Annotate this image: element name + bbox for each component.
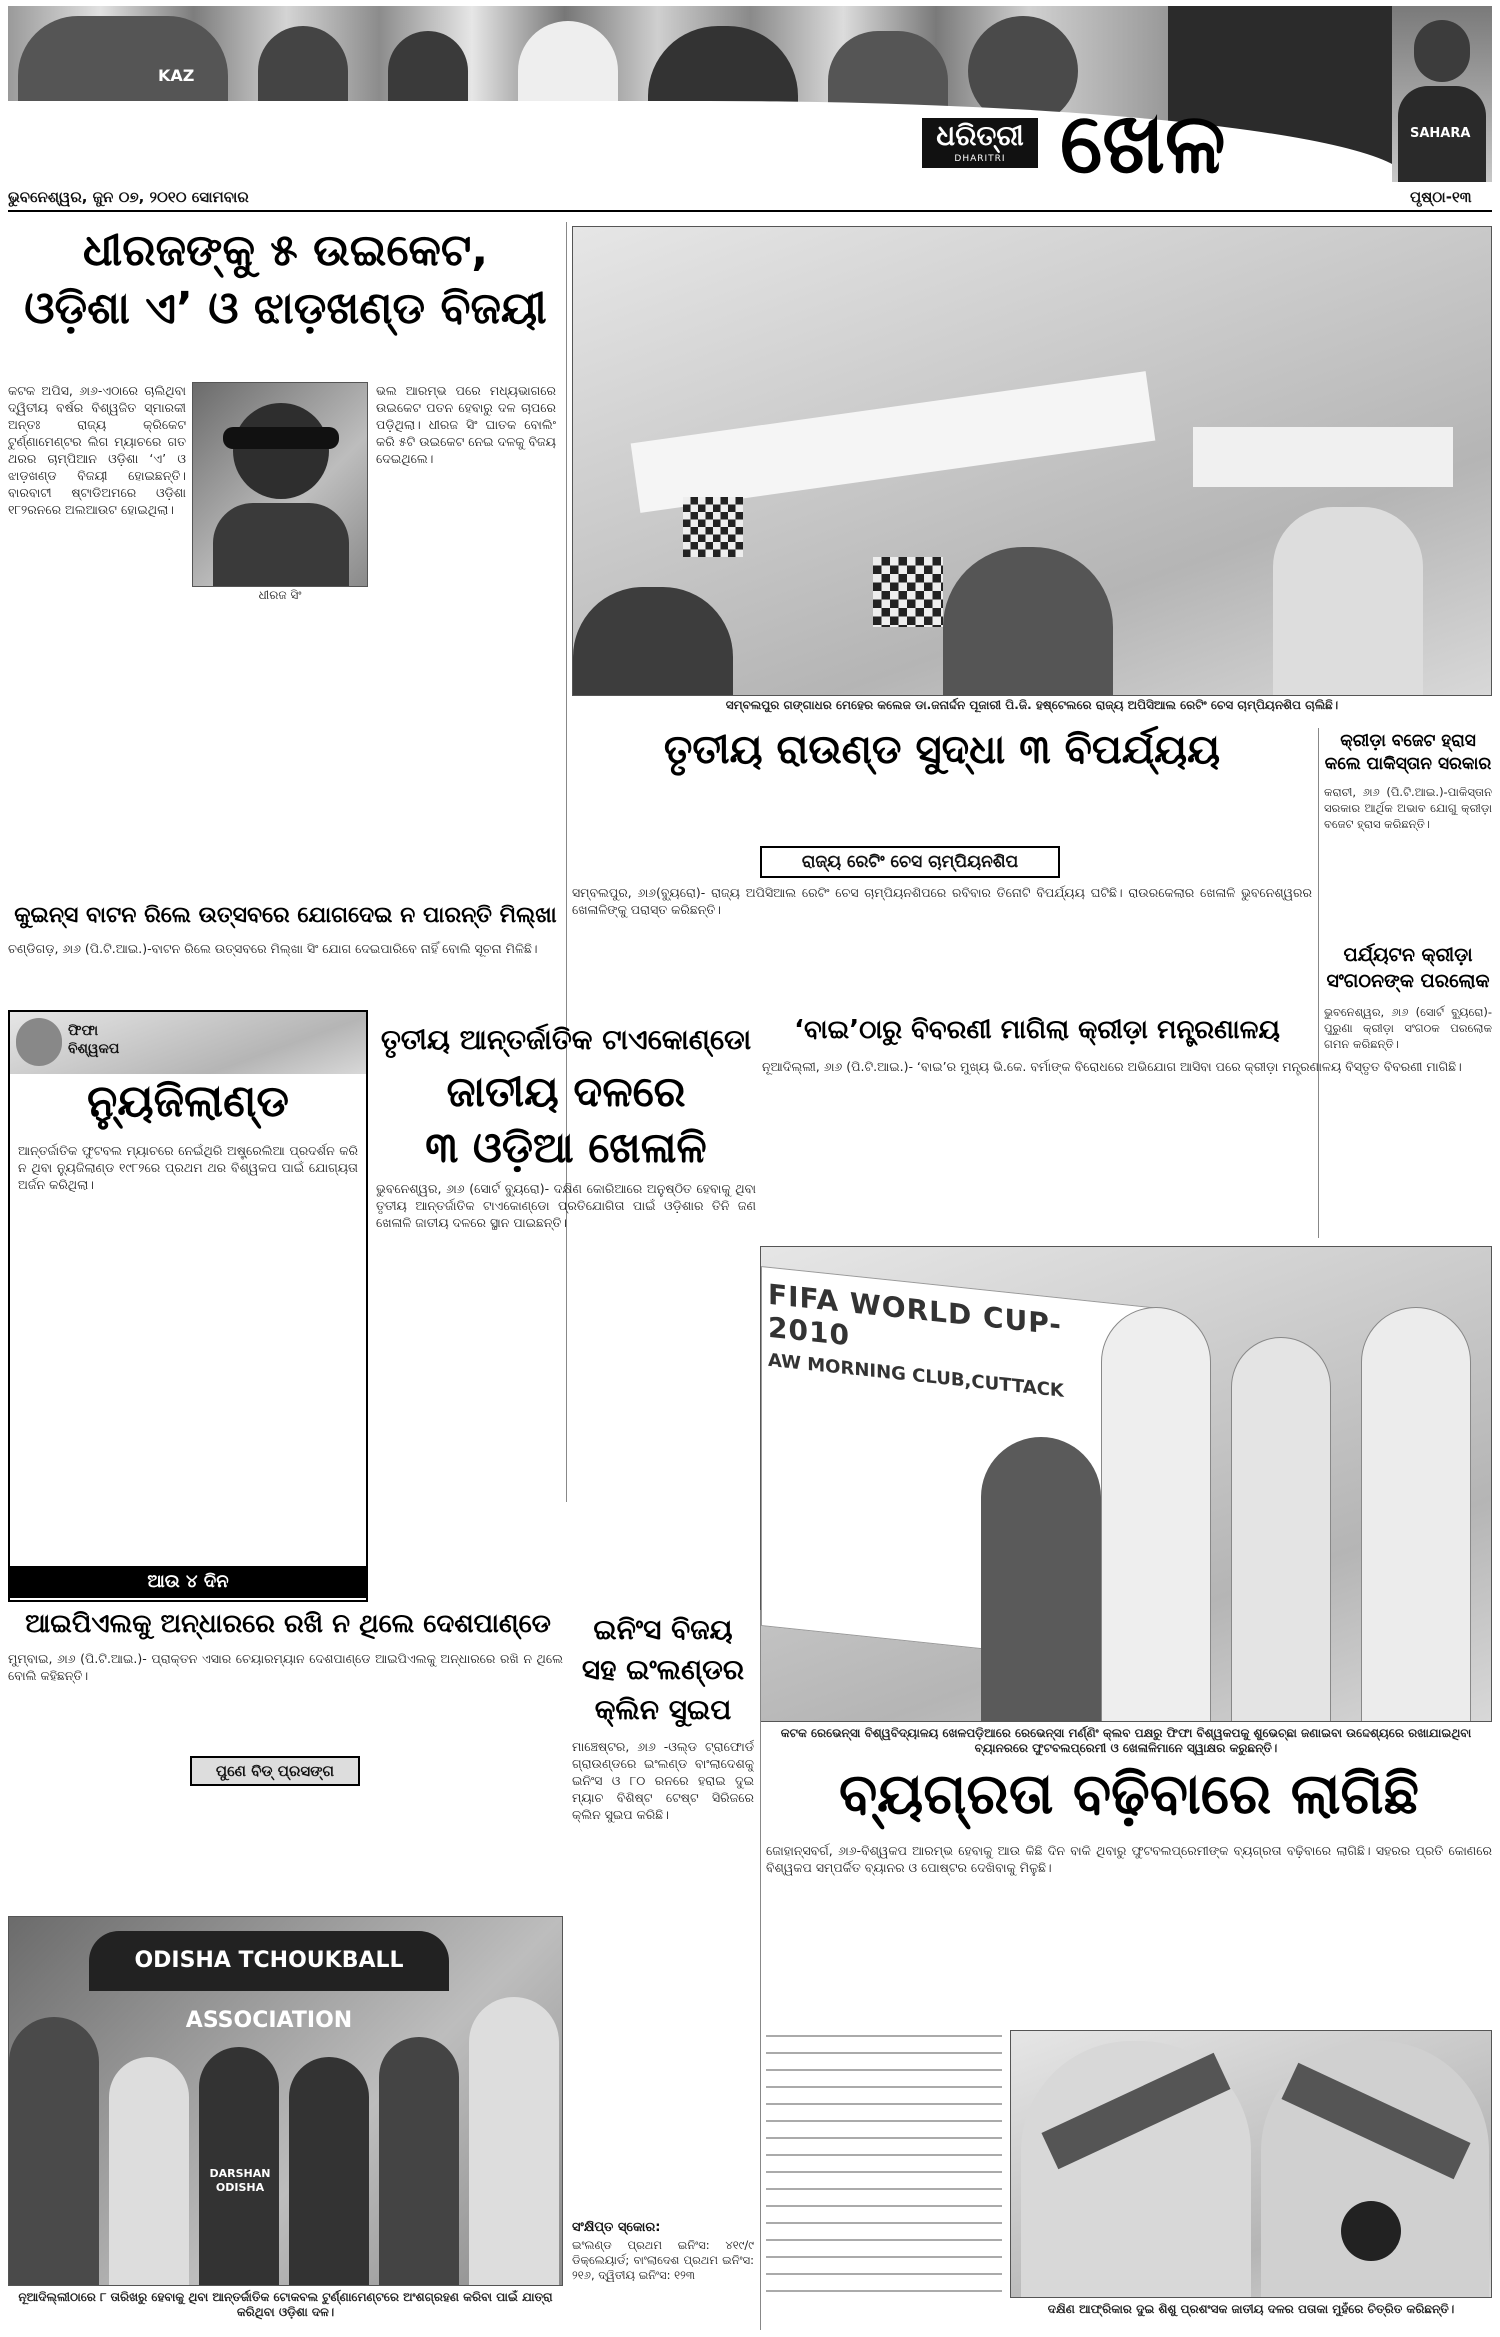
ipl-label: ପୁଣେ ବିଡ୍ ପ୍ରସଙ୍ଗ xyxy=(190,1756,360,1786)
fifa-badge-bg xyxy=(10,1012,366,1074)
tchoukball-photo xyxy=(8,1916,563,2286)
england-headline-line3: କ୍ଲିନ ସୁଇପ xyxy=(594,1693,732,1726)
lead-headline-line2: ଓଡ଼ିଶା ଏ’ ଓ ଝାଡ଼ଖଣ୍ଡ ବିଜୟୀ xyxy=(24,283,547,334)
logo-sub: DHARITRI xyxy=(954,154,1006,164)
fifa-country: ନ୍ୟୁଜିଲାଣ୍ଡ xyxy=(87,1076,289,1127)
fifa-badge: ଫିଫା ବିଶ୍ୱକପ xyxy=(68,1023,120,1057)
tourism-body: ଭୁବନେଶ୍ୱର, ୬ା୬ (ସୋର୍ଟ ବ୍ୟୁରୋ)-ପୁରୁଣା କ୍ରୀଡ଼ା ସଂଗଠକ ପରଲୋକ ଗମନ କରିଛନ୍ତି। xyxy=(1324,1005,1492,1051)
eagerness-body-left xyxy=(766,2030,1002,2298)
worldcup-caption: କଟକ ରେଭେନ୍ସା ବିଶ୍ୱବିଦ୍ୟାଳୟ ଖେଳପଡ଼ିଆରେ ରେଭେନ୍ସା ମର୍ଣ୍ଣିଂ କ୍ଲବ ପକ୍ଷରୁ ଫିଫା ବିଶ୍ୱକପକୁ ଶୁଭେଚ୍ଛା ଜଣାଇବା ଉଦ୍ଦେଶ୍ୟରେ ରଖାଯାଇଥିବା ବ୍ୟାନରରେ ଫୁଟବଲପ୍ରେମୀ ଓ ଖେଳାଳିମାନେ ସ୍ୱାକ୍ଷର କରୁଛନ୍ତି। xyxy=(780,1726,1472,1755)
taekwondo-headline-line3: ୩ ଓଡ଼ିଆ ଖେଳାଳି xyxy=(425,1123,707,1172)
eagerness-headline: ବ୍ୟଗ୍ରତା ବଢ଼ିବାରେ ଲାଗିଛି xyxy=(838,1762,1419,1827)
masthead xyxy=(8,6,1492,182)
dateline-date: ଭୁବନେଶ୍ୱର, ଜୁନ ୦୭, ୨୦୧୦ ସୋମବାର xyxy=(8,188,249,206)
cricketer-photo xyxy=(1392,6,1492,182)
strip-label: KAZ xyxy=(158,66,195,85)
ipl-headline: ଆଇପିଏଲକୁ ଅନ୍ଧାରରେ ରଖି ନ ଥିଲେ ଦେଶପାଣ୍ଡେ xyxy=(25,1609,551,1639)
chess-caption: ସମ୍ବଲପୁର ଗଙ୍ଗାଧର ମେହେର କଲେଜ ଡା.ଜନାର୍ଦ୍ଦନ ପୂଜାରୀ ପି.ଜି. ହଷ୍ଟେଲରେ ରାଜ୍ୟ ଅପିସିଆଲ ରେଟିଂ ଚେସ ଚାମ୍ପିୟନଶିପ ଚାଲିଛି। xyxy=(725,698,1339,712)
dateline-page: ପୃଷ୍ଠା-୧୩ xyxy=(1410,188,1472,206)
lead-body-col1: କଟକ ଅପିସ, ୬ା୬-ଏଠାରେ ଚାଲିଥିବା ଦ୍ୱିତୀୟ ବର୍ଷର ବିଶ୍ୱଜିତ ସ୍ମାରକୀ ଅନ୍ତଃ ରାଜ୍ୟ କ୍ରିକେଟ ଟୁର୍ଣ୍ଣାମେଣ୍ଟର ଲିଗ ମ୍ୟାଚରେ ଗତ ଥରର ଚାମ୍ପିଆନ ଓଡ଼ିଶା ‘ଏ’ ଓ ଝାଡ଼ଖଣ୍ଡ ବିଜୟୀ ହୋଇଛନ୍ତି। ବାରବାଟୀ ଷ୍ଟାଡିଅମରେ ଓଡ଼ିଶା ୧୮୨ରନରେ ଅଲଆଉଟ ହୋଇଥିଲା। xyxy=(8,383,186,517)
fifa-logo-icon xyxy=(16,1018,62,1066)
worldcup-banner-line2: AW MORNING CLUB,CUTTACK xyxy=(768,1349,1064,1402)
tchoukball-jersey: DARSHAN ODISHA xyxy=(209,2167,271,2194)
pakistan-body: କରାଚୀ, ୬ା୬ (ପି.ଟି.ଆଇ.)-ପାକିସ୍ତାନ ସରକାର ଆର୍ଥିକ ଅଭାବ ଯୋଗୁ କ୍ରୀଡ଼ା ବଜେଟ ହ୍ରାସ କରିଛନ୍ତି। xyxy=(1324,785,1492,831)
england-headline-line2: ସହ ଇଂଲଣ୍ଡର xyxy=(581,1653,745,1686)
dateline-rule xyxy=(8,210,1492,212)
dhiraj-photo xyxy=(192,382,368,587)
fifa-body: ଆନ୍ତର୍ଜାତିକ ଫୁଟବଲ ମ୍ୟାଚରେ ନେଇଁଥିରି ଅଷ୍ଟ୍ରେଲିଆ ପ୍ରଦର୍ଶନ କରି ନ ଥିବା ନ୍ୟୁଜିଲାଣ୍ଡ ୧୯୮୨ରେ ପ୍ରଥମ ଥର ବିଶ୍ୱକପ ପାଇଁ ଯୋଗ୍ୟତା ଅର୍ଜନ କରିଥିଲା। xyxy=(18,1143,358,1192)
chess-photo xyxy=(572,226,1492,696)
taekwondo-headline-line2: ଜାତୀୟ ଦଳରେ xyxy=(446,1067,686,1116)
england-score: ଇଂଲଣ୍ଡ ପ୍ରଥମ ଇନିଂସ: ୪୧୯/୯ ଡିକ୍ଲେୟାର୍ଡ; ବାଂଲାଦେଶ ପ୍ରଥମ ଇନିଂସ: ୨୧୬, ଦ୍ୱିତୀୟ ଇନିଂସ: ୧୨୩ xyxy=(572,2238,754,2282)
worldcup-banner-line1: FIFA WORLD CUP- 2010 xyxy=(768,1277,1062,1353)
bai-body: ନୂଆଦିଲ୍ଲୀ, ୬ା୬ (ପି.ଟି.ଆଇ.)- ‘ବାଇ’ର ମୁଖ୍ୟ ଭି.କେ. ବର୍ମାଙ୍କ ବିରୋଧରେ ଅଭିଯୋଗ ଆସିବା ପରେ କ୍ରୀଡ଼ା ମନ୍ତ୍ରଣାଳୟ ବିସ୍ତୃତ ବିବରଣୀ ମାଗିଛି। xyxy=(762,1059,1462,1074)
quinns-body: ଚଣ୍ଡିଗଡ଼, ୬ା୬ (ପି.ଟି.ଆଇ.)-ବାଟନ ରିଲେ ଉତ୍ସବରେ ମିଲ୍ଖା ସିଂ ଯୋଗ ଦେଇପାରିବେ ନାହିଁ ବୋଲି ସୂଚନା ମିଳିଛି। xyxy=(8,941,538,956)
logo-text: ଧରିତ୍ରୀ xyxy=(936,119,1024,152)
pakistan-headline xyxy=(1324,730,1492,776)
england-body: ମାଞ୍ଚେଷ୍ଟର, ୬ା୬ -ଓଲ୍ଡ ଟ୍ରାଫୋର୍ଡ ଗ୍ରାଉଣ୍ଡରେ ଇଂଲଣ୍ଡ ବାଂଲାଦେଶକୁ ଇନିଂସ ଓ ୮୦ ରନରେ ହରାଇ ଦୁଇ ମ୍ୟାଚ ବିଶିଷ୍ଟ ଟେଷ୍ଟ ସିରିଜରେ କ୍ଲିନ ସୁଇପ କରିଛି। xyxy=(572,1739,754,1822)
pakistan-headline-line2: କଲେ ପାକିସ୍ତାନ ସରକାର xyxy=(1324,754,1492,774)
fifa-countdown: ଆଉ ୪ ଦିନ xyxy=(10,1566,366,1598)
fifa-box xyxy=(8,1010,368,1602)
tourism-headline-line1: ପର୍ଯ୍ୟଟନ କ୍ରୀଡ଼ା xyxy=(1343,944,1473,966)
dhiraj-caption: ଧୀରଜ ସିଂ xyxy=(258,588,302,602)
lead-body-col2: ଭଲ ଆରମ୍ଭ ପରେ ମଧ୍ୟଭାଗରେ ଉଇକେଟ ପତନ ହେବାରୁ ଦଳ ଚାପରେ ପଡ଼ିଥିଲା। ଧୀରଜ ସିଂ ଘାତକ ବୋଲିଂ କରି ୫ଟି ଉଇକେଟ ନେଇ ଦଳକୁ ବିଜୟ ଦେଇଥିଲେ। xyxy=(376,383,556,466)
tchoukball-caption: ନୂଆଦିଲ୍ଲୀଠାରେ ୮ ତାରିଖରୁ ହେବାକୁ ଥିବା ଆନ୍ତର୍ଜାତିକ ଟୋକବଲ ଟୁର୍ଣ୍ଣାମେଣ୍ଟରେ ଅଂଶଗ୍ରହଣ କରିବା ପାଇଁ ଯାତ୍ରା କରିଥିବା ଓଡ଼ିଶା ଦଳ। xyxy=(18,2290,553,2319)
jersey-text: SAHARA xyxy=(1410,126,1471,141)
chess-body: ସମ୍ବଲପୁର, ୬ା୬(ବ୍ୟୁରୋ)- ରାଜ୍ୟ ଅପିସିଆଲ ରେଟିଂ ଚେସ ଚାମ୍ପିୟନଶିପରେ ରବିବାର ତିନୋଟି ବିପର୍ଯ୍ୟୟ ଘଟିଛି। ରାଉରକେଲାର ଖେଳାଳି ଭୁବନେଶ୍ୱରର ଖେଳାଳିଙ୍କୁ ପରାସ୍ତ କରିଛନ୍ତି। xyxy=(572,885,1312,917)
taekwondo-headline-line1: ତୃତୀୟ ଆନ୍ତର୍ଜାତିକ ଟାଏକୋଣ୍ଡୋ xyxy=(380,1023,752,1056)
england-headline xyxy=(572,1610,754,1730)
bai-headline: ‘ବାଇ’ଠାରୁ ବିବରଣୀ ମାଗିଲା କ୍ରୀଡ଼ା ମନ୍ତ୍ରଣାଳୟ xyxy=(794,1015,1280,1045)
tourism-headline xyxy=(1324,942,1492,994)
tchoukball-banner: ODISHA TCHOUKBALL ASSOCIATION xyxy=(89,1931,449,1991)
england-score-label: ସଂକ୍ଷିପ୍ତ ସ୍କୋର: xyxy=(572,2220,661,2235)
ipl-body: ମୁମ୍ବାଇ, ୬ା୬ (ପି.ଟି.ଆଇ.)- ପ୍ରାକ୍ତନ ଏସାର ଚେୟାରମ୍ୟାନ ଦେଶପାଣ୍ଡେ ଆଇପିଏଲକୁ ଅନ୍ଧାରରେ ରଖି ନ ଥିଲେ ବୋଲି କହିଛନ୍ତି। xyxy=(8,1651,563,1683)
england-headline-line1: ଇନିଂସ ବିଜୟ xyxy=(593,1613,733,1646)
fans-caption: ଦକ୍ଷିଣ ଆଫ୍ରିକାର ଦୁଇ ଶିଶୁ ପ୍ରଶଂସକ ଜାତୀୟ ଦଳର ପତାକା ମୁହଁରେ ଚିତ୍ରିତ କରିଛନ୍ତି। xyxy=(1047,2302,1455,2316)
lead-headline xyxy=(8,222,563,338)
pakistan-headline-line1: କ୍ରୀଡ଼ା ବଜେଟ ହ୍ରାସ xyxy=(1340,731,1476,751)
chess-label: ରାଜ୍ୟ ରେଟିଂ ଚେସ ଚାମ୍ପିୟନଶିପ xyxy=(760,846,1060,878)
section-title: ଖେଳ xyxy=(1060,94,1226,182)
eagerness-body: ଜୋହାନ୍ସବର୍ଗ, ୬ା୬-ବିଶ୍ୱକପ ଆରମ୍ଭ ହେବାକୁ ଆଉ କିଛି ଦିନ ବାକି ଥିବାରୁ ଫୁଟବଲପ୍ରେମୀଙ୍କ ବ୍ୟଗ୍ରତା ବଢ଼ିବାରେ ଲାଗିଛି। ସହରର ପ୍ରତି କୋଣରେ ବିଶ୍ୱକପ ସମ୍ପର୍କିତ ବ୍ୟାନର ଓ ପୋଷ୍ଟର ଦେଖିବାକୁ ମିଳୁଛି। xyxy=(766,1843,1492,1875)
col-divider-3 xyxy=(760,1610,761,2330)
taekwondo-body: ଭୁବନେଶ୍ୱର, ୬ା୬ (ସୋର୍ଟ ବ୍ୟୁରୋ)- ଦକ୍ଷିଣ କୋରିଆରେ ଅନୁଷ୍ଠିତ ହେବାକୁ ଥିବା ତୃତୀୟ ଆନ୍ତର୍ଜାତିକ ଟାଏକୋଣ୍ଡୋ ପ୍ରତିଯୋଗିତା ପାଇଁ ଓଡ଼ିଶାର ତିନି ଜଣ ଖେଳାଳି ଜାତୀୟ ଦଳରେ ସ୍ଥାନ ପାଇଛନ୍ତି। xyxy=(376,1181,756,1230)
fans-photo xyxy=(1010,2030,1492,2298)
chess-headline: ତୃତୀୟ ରାଉଣ୍ଡ ସୁଦ୍ଧା ୩ ବିପର୍ଯ୍ୟୟ xyxy=(663,727,1221,773)
worldcup-photo xyxy=(760,1246,1492,1722)
lead-headline-line1: ଧୀରଜଙ୍କୁ ୫ ଉଇକେଟ, xyxy=(82,225,489,276)
logo xyxy=(920,116,1040,170)
taekwondo-headline xyxy=(376,1016,756,1176)
quinns-headline: କୁଇନ୍ସ ବାଟନ ରିଲେ ଉତ୍ସବରେ ଯୋଗଦେଇ ନ ପାରନ୍ତି ମିଲ୍ଖା xyxy=(14,903,557,928)
tourism-headline-line2: ସଂଗଠନଙ୍କ ପରଲୋକ xyxy=(1326,970,1490,992)
